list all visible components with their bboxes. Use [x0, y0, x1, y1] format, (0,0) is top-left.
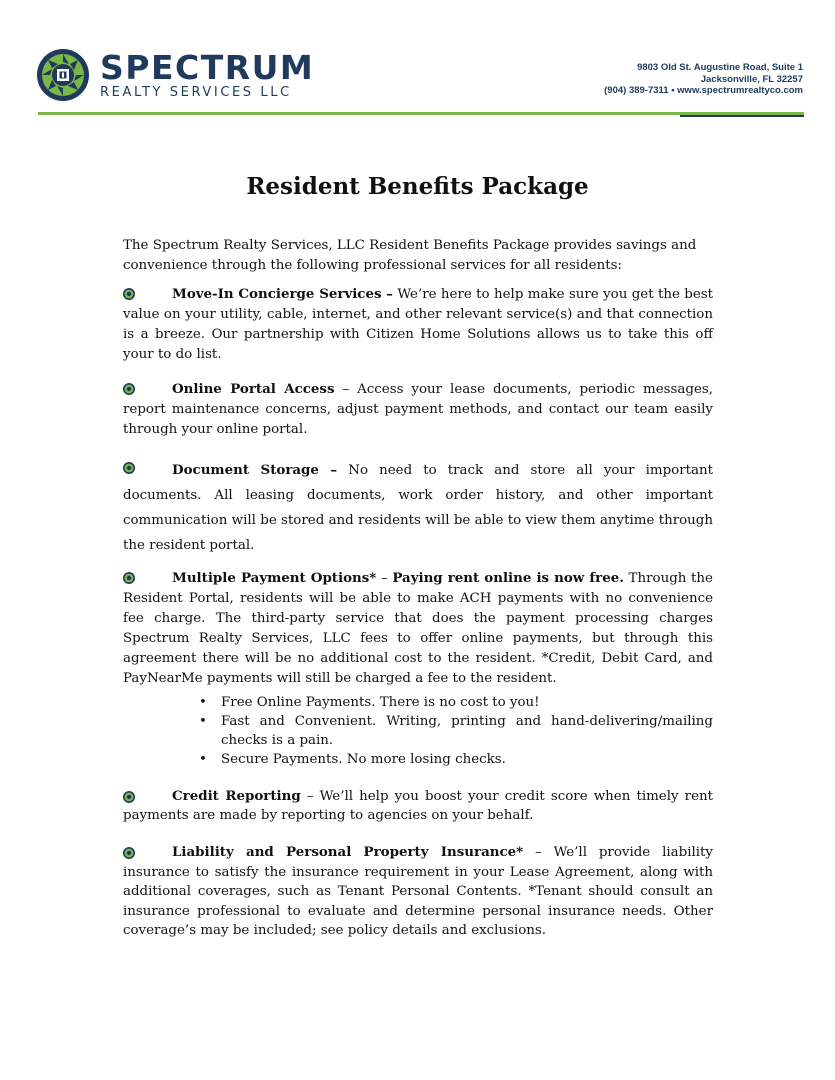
section-subheading: Paying rent online is now free.: [392, 570, 624, 586]
intro-paragraph: The Spectrum Realty Services, LLC Resident Benefits Package provides savings and convenience through the following professional services for all residents:: [123, 238, 697, 273]
section-dash: –: [376, 571, 393, 586]
spectrum-bullet-icon: [123, 847, 135, 859]
list-item: • Fast and Convenient. Writing, printing and hand-delivering/mailing checks is a pain.: [193, 712, 713, 750]
document-body: [123, 236, 713, 955]
section-heading: Credit Reporting: [172, 788, 301, 804]
section-body: – We’ll provide liability insurance to satisfy the insurance requirement in your Lease Agreement, along with additional coverages, such as Tenant Personal Contents. *Tenant should consult an insurance professional to evaluate and determine personal insurance needs. Other coverage’s may be included; see policy details and exclusions.: [123, 845, 713, 938]
spectrum-bullet-icon: [123, 383, 135, 395]
section-heading: Online Portal Access: [172, 381, 335, 397]
section-heading: Document Storage –: [172, 462, 338, 478]
section-body: We’re here to help make sure you get the best value on your utility, cable, internet, and other relevant service(s) and that connection is a breeze. Our partnership with Citizen Home Solutions allows us to take this off your to do list.: [123, 287, 714, 362]
list-item: • Free Online Payments. There is no cost to you!: [193, 693, 713, 712]
section-document-storage: [123, 458, 713, 558]
section-body: No need to track and store all your important documents. All leasing documents, work order history, and other important communication will be stored and residents will be able to view them anytime through the resident portal.: [123, 463, 713, 553]
page-title: Resident Benefits Package: [246, 173, 589, 200]
payment-benefits-list: [193, 693, 713, 769]
address-city: Jacksonville, FL 32257: [700, 73, 803, 85]
spectrum-logo-icon: [36, 48, 90, 102]
section-credit-reporting: [123, 787, 713, 825]
address-street: 9803 Old St. Augustine Road, Suite 1: [637, 62, 803, 73]
section-heading: Move-In Concierge Services –: [172, 286, 393, 302]
section-body: Through the Resident Portal, residents will be able to make ACH payments with no convenience fee charge. The third-party service that does the payment processing charges Spectrum Realty Services, LLC fees to offer online payments, but through this agreement there will be no additional cost to the resident. *Credit, Debit Card, and PayNearMe payments will still be charged a fee to the resident.: [123, 571, 713, 686]
section-body: – Access your lease documents, periodic messages, report maintenance concerns, adjust payment methods, and contact our team easily through your online portal.: [123, 382, 714, 437]
section-move-in-concierge: [123, 284, 713, 365]
section-liability-insurance: [123, 843, 713, 941]
spectrum-bullet-icon: [123, 791, 135, 803]
brand-name: SPECTRUM: [100, 48, 315, 87]
section-heading: Multiple Payment Options*: [172, 570, 377, 586]
spectrum-bullet-icon: [123, 572, 135, 584]
address-contact: (904) 389-7311 • www.spectrumrealtyco.com: [604, 85, 803, 96]
section-online-portal: [123, 379, 713, 440]
letterhead: [0, 0, 835, 120]
spectrum-bullet-icon: [123, 288, 135, 300]
brand-subtitle: REALTY SERVICES LLC: [100, 85, 292, 100]
spectrum-bullet-icon: [123, 462, 135, 474]
section-body: – We’ll help you boost your credit score when timely rent payments are made by reporting to agencies on your behalf.: [123, 789, 713, 823]
section-heading: Liability and Personal Property Insurance*: [172, 844, 524, 860]
section-payment-options: [123, 568, 713, 769]
list-item: • Secure Payments. No more losing checks.: [193, 750, 713, 769]
header-rule-navy: [680, 115, 804, 117]
company-address: [604, 62, 803, 97]
